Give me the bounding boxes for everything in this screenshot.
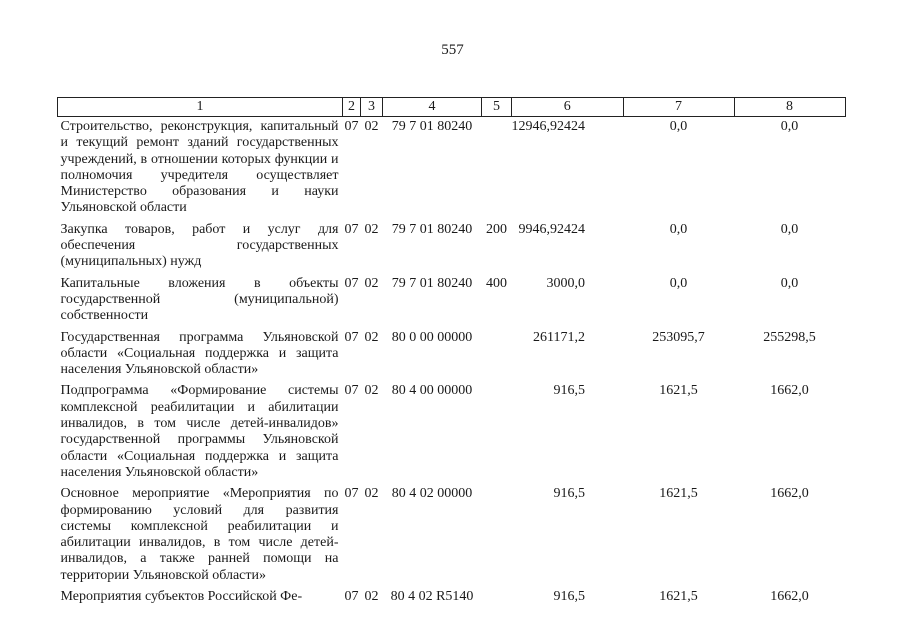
- row-value-3: 1662,0: [770, 589, 809, 605]
- table-row: [58, 220, 846, 274]
- row-value-1: 916,5: [553, 589, 585, 605]
- row-value-3: 0,0: [780, 275, 799, 291]
- row-name: Мероприятия субъектов Российской Фе-: [60, 589, 303, 605]
- column-header: 5: [482, 98, 512, 117]
- row-expense-type: [482, 587, 512, 608]
- row-target-code: 80 4 00 00000: [391, 383, 473, 399]
- row-section: 07: [344, 119, 359, 134]
- table-row: [58, 381, 846, 484]
- row-value-2: 1621,5: [659, 486, 698, 502]
- row-target-code: 80 0 00 00000: [391, 329, 473, 345]
- budget-table-container: [57, 97, 846, 608]
- row-subsection: 02: [364, 221, 379, 237]
- row-section: 07: [344, 589, 359, 605]
- row-name: Строительство, реконструкция, капитальный и текущий ремонт зданий государственных учреждений, в отношении которых функции и полномочия учредителя осуществляет Министерство образования и науки Ульяновской области: [60, 119, 339, 216]
- row-expense-type: 200: [486, 221, 507, 237]
- row-value-1: 261171,2: [533, 329, 585, 345]
- row-value-3: 255298,5: [763, 329, 816, 345]
- row-name: Закупка товаров, работ и услуг для обеспечения государственных (муниципальных) нужд: [60, 221, 339, 270]
- row-name: Основное мероприятие «Мероприятия по формированию условий для развития системы комплексной реабилитации и абилитации инвалидов, в том числе детей-инвалидов, а также ранней помощи на территории Ульяновской области»: [60, 486, 339, 583]
- row-target-code: 80 4 02 R5140: [390, 589, 474, 605]
- row-value-3: 1662,0: [770, 383, 809, 399]
- row-value-3: 0,0: [780, 221, 799, 237]
- table-row: [58, 484, 846, 587]
- column-header: 8: [734, 98, 845, 117]
- column-header: 1: [58, 98, 343, 117]
- row-target-code: 79 7 01 80240: [391, 275, 473, 291]
- budget-table: [57, 97, 846, 608]
- row-subsection: 02: [364, 383, 379, 399]
- row-target-code: 79 7 01 80240: [391, 119, 473, 134]
- row-section: 07: [344, 275, 359, 291]
- table-row: [58, 587, 846, 608]
- row-value-2: 0,0: [669, 275, 688, 291]
- column-header: 3: [361, 98, 383, 117]
- row-expense-type: [482, 381, 512, 484]
- row-subsection: 02: [364, 275, 379, 291]
- row-subsection: 02: [364, 329, 379, 345]
- row-value-1: 3000,0: [546, 275, 585, 291]
- row-subsection: 02: [364, 589, 379, 605]
- column-header: 2: [343, 98, 361, 117]
- row-name: Государственная программа Ульяновской области «Социальная поддержка и защита населения Ульяновской области»: [60, 329, 339, 378]
- row-expense-type: [482, 484, 512, 587]
- row-expense-type: [482, 328, 512, 382]
- row-subsection: 02: [364, 486, 379, 502]
- row-target-code: 79 7 01 80240: [391, 221, 473, 237]
- page-number: 557: [441, 42, 464, 58]
- row-value-3: 1662,0: [770, 486, 809, 502]
- row-expense-type: [482, 117, 512, 220]
- row-value-2: 1621,5: [659, 589, 698, 605]
- row-value-1: 12946,92424: [511, 119, 585, 134]
- row-value-3: 0,0: [780, 119, 799, 134]
- row-target-code: 80 4 02 00000: [391, 486, 473, 502]
- column-header: 4: [383, 98, 482, 117]
- row-value-1: 916,5: [553, 486, 585, 502]
- row-section: 07: [344, 329, 359, 345]
- row-value-2: 1621,5: [659, 383, 698, 399]
- table-row: [58, 117, 846, 220]
- row-value-1: 9946,92424: [518, 221, 585, 237]
- column-header: 7: [623, 98, 734, 117]
- row-section: 07: [344, 486, 359, 502]
- row-subsection: 02: [364, 119, 379, 134]
- row-name: Капитальные вложения в объекты государственной (муниципальной) собственности: [60, 275, 339, 324]
- table-row: [58, 328, 846, 382]
- row-expense-type: 400: [486, 275, 507, 291]
- column-header: 6: [512, 98, 624, 117]
- row-name: Подпрограмма «Формирование системы комплексной реабилитации и абилитации инвалидов, в том числе детей-инвалидов» государственной программы Ульяновской области «Социальная поддержка и защита населения Ульяновской области»: [60, 383, 339, 480]
- row-section: 07: [344, 383, 359, 399]
- table-row: [58, 274, 846, 328]
- row-value-2: 0,0: [669, 119, 688, 134]
- row-value-2: 0,0: [669, 221, 688, 237]
- row-value-1: 916,5: [553, 383, 585, 399]
- row-section: 07: [344, 221, 359, 237]
- column-number-header: [58, 98, 846, 117]
- row-value-2: 253095,7: [652, 329, 705, 345]
